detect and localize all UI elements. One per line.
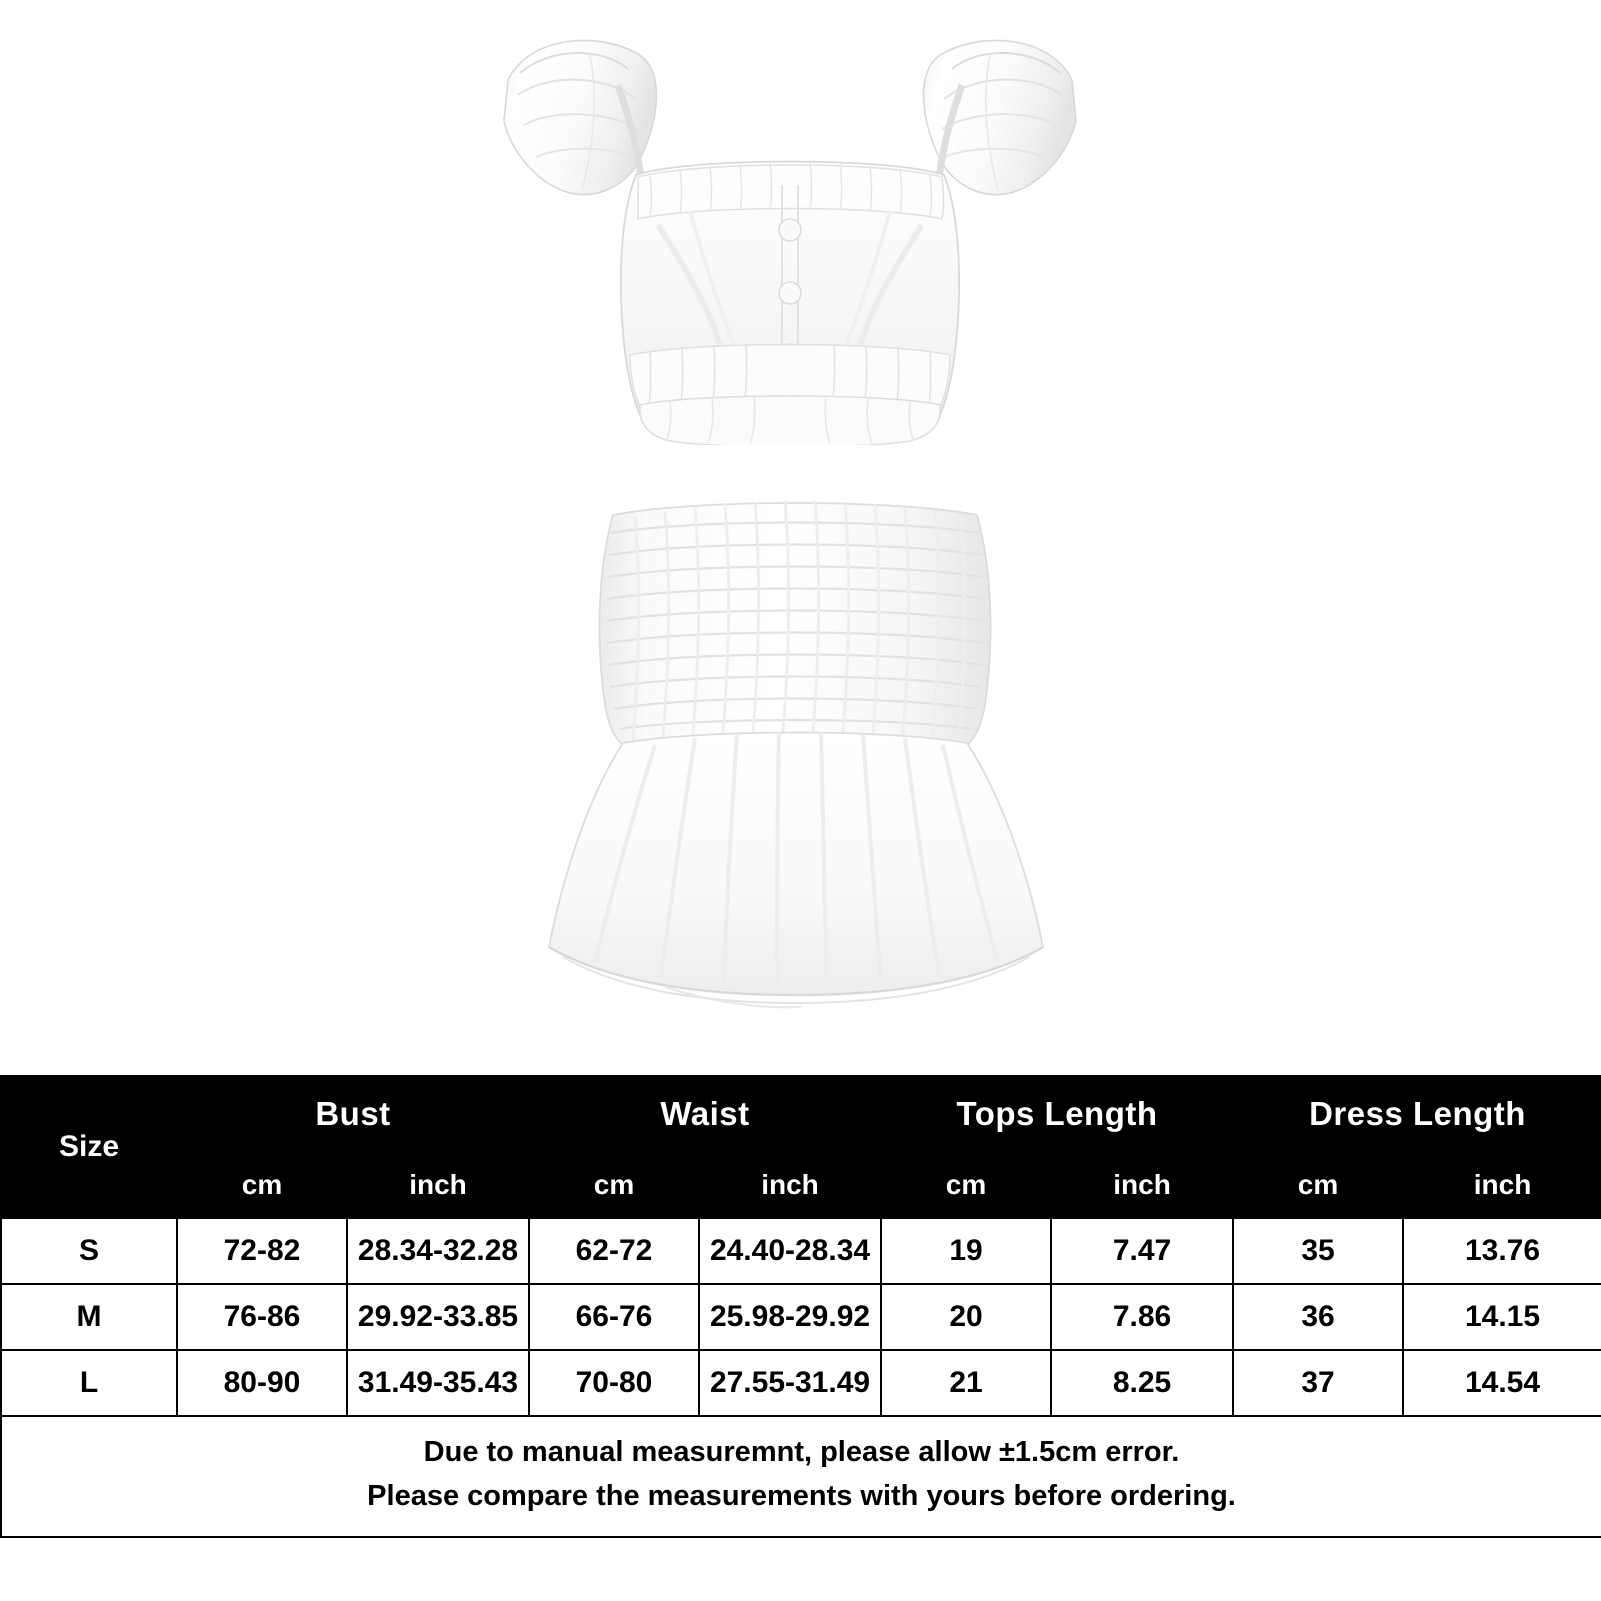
header-group-dress-length: Dress Length [1233, 1076, 1601, 1152]
cell-tops-inch: 8.25 [1051, 1350, 1233, 1416]
table-row [1, 1218, 1601, 1284]
cell-bust-inch: 29.92-33.85 [347, 1284, 529, 1350]
header-unit-tops-inch: inch [1051, 1152, 1233, 1218]
cell-size: M [1, 1284, 177, 1350]
cell-tops-cm: 20 [881, 1284, 1051, 1350]
table-row [1, 1350, 1601, 1416]
cell-dress-inch: 14.54 [1403, 1350, 1601, 1416]
cell-bust-cm: 76-86 [177, 1284, 347, 1350]
header-unit-bust-inch: inch [347, 1152, 529, 1218]
cell-waist-cm: 70-80 [529, 1350, 699, 1416]
cell-dress-cm: 35 [1233, 1218, 1403, 1284]
size-chart-table [0, 1075, 1601, 1538]
header-group-row [1, 1076, 1601, 1152]
header-group-bust: Bust [177, 1076, 529, 1152]
crop-top-image [490, 25, 1090, 445]
measurement-note-row [1, 1416, 1601, 1537]
cell-dress-inch: 14.15 [1403, 1284, 1601, 1350]
cell-bust-cm: 72-82 [177, 1218, 347, 1284]
cell-dress-cm: 36 [1233, 1284, 1403, 1350]
header-group-tops-length: Tops Length [881, 1076, 1233, 1152]
cell-bust-cm: 80-90 [177, 1350, 347, 1416]
cell-tops-inch: 7.86 [1051, 1284, 1233, 1350]
cell-tops-inch: 7.47 [1051, 1218, 1233, 1284]
cell-dress-inch: 13.76 [1403, 1218, 1601, 1284]
header-unit-dress-cm: cm [1233, 1152, 1403, 1218]
cell-dress-cm: 37 [1233, 1350, 1403, 1416]
header-size: Size [1, 1076, 177, 1218]
cell-waist-inch: 27.55-31.49 [699, 1350, 881, 1416]
skirt-smocked-waist [599, 501, 990, 745]
left-sleeve-ruffle [504, 40, 656, 194]
note-line-1: Due to manual measuremnt, please allow ±1.5cm error. [423, 1436, 1180, 1468]
header-unit-bust-cm: cm [177, 1152, 347, 1218]
cell-bust-inch: 28.34-32.28 [347, 1218, 529, 1284]
cell-size: L [1, 1350, 177, 1416]
measurement-notes [1, 1416, 1601, 1537]
header-unit-row [1, 1152, 1601, 1218]
skirt-image [515, 495, 1075, 1020]
table-row [1, 1284, 1601, 1350]
cell-tops-cm: 19 [881, 1218, 1051, 1284]
cell-waist-cm: 62-72 [529, 1218, 699, 1284]
header-unit-waist-inch: inch [699, 1152, 881, 1218]
right-sleeve-ruffle [924, 40, 1076, 194]
cell-waist-inch: 25.98-29.92 [699, 1284, 881, 1350]
header-unit-waist-cm: cm [529, 1152, 699, 1218]
header-unit-dress-inch: inch [1403, 1152, 1601, 1218]
skirt-flared-hem [549, 732, 1043, 1007]
size-chart-table-wrap [0, 1075, 1601, 1538]
header-unit-tops-cm: cm [881, 1152, 1051, 1218]
cell-size: S [1, 1218, 177, 1284]
cell-tops-cm: 21 [881, 1350, 1051, 1416]
cell-waist-cm: 66-76 [529, 1284, 699, 1350]
bodice [621, 162, 959, 446]
cell-bust-inch: 31.49-35.43 [347, 1350, 529, 1416]
cell-waist-inch: 24.40-28.34 [699, 1218, 881, 1284]
note-line-2: Please compare the measurements with yours before ordering. [367, 1479, 1236, 1512]
header-group-waist: Waist [529, 1076, 881, 1152]
